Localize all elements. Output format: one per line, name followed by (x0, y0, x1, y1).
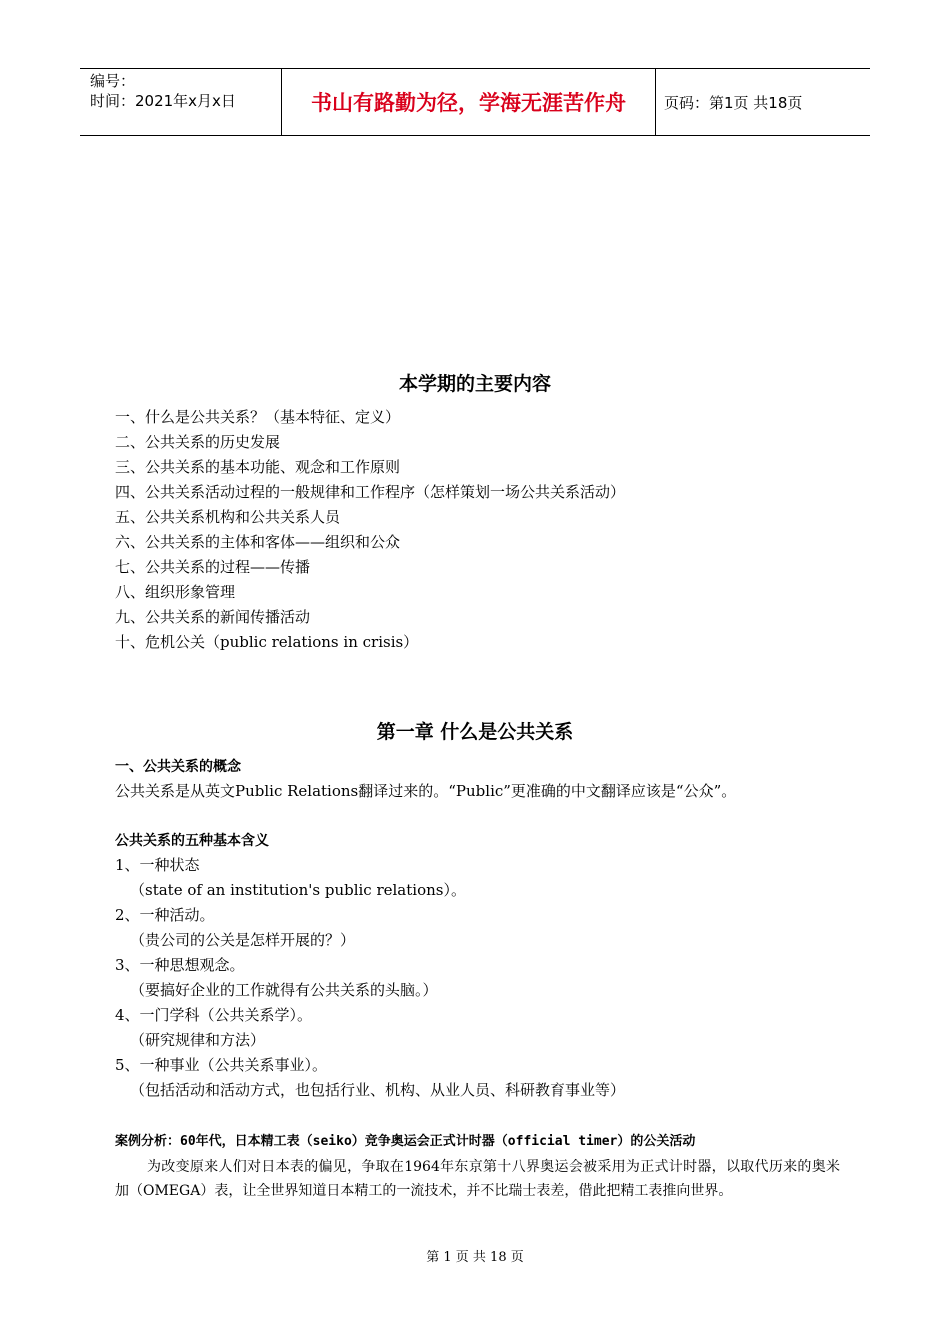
meaning-note: （研究规律和方法） (130, 1031, 266, 1049)
contents-item: 六、公共关系的主体和客体——组织和公众 (115, 533, 401, 551)
meaning-note: （state of an institution's public relations）。 (130, 881, 466, 899)
header-motto: 书山有路勤为径，学海无涯苦作舟 (282, 69, 656, 135)
contents-item: 九、公共关系的新闻传播活动 (115, 608, 311, 626)
meaning-label: 4、一门学科（公共关系学）。 (115, 1006, 313, 1024)
meaning-label: 5、一种事业（公共关系事业）。 (115, 1056, 328, 1074)
meaning-label: 2、一种活动。 (115, 906, 215, 924)
meaning-note: （要搞好企业的工作就得有公共关系的头脑。） (130, 981, 438, 999)
document-time: 时间：2021年x月x日 (90, 92, 236, 110)
header-meta (80, 69, 282, 135)
contents-item: 四、公共关系活动过程的一般规律和工作程序（怎样策划一场公共关系活动） (115, 483, 626, 501)
document-number-label: 编号： (90, 72, 136, 90)
meaning-label: 3、一种思想观念。 (115, 956, 245, 974)
case-title: 案例分析：60年代，日本精工表（seiko）竞争奥运会正式计时器（official timer）的公关活动 (115, 1134, 696, 1149)
header-page-info: 页码：第1页 共18页 (664, 93, 803, 112)
case-paragraph: 为改变原来人们对日本表的偏见，争取在1964年东京第十八界奥运会被采用为正式计时器，以取代历来的奥米加（OMEGA）表，让全世界知道日本精工的一流技术，并不比瑞士表差，借此把精工表推向世界。 (115, 1159, 840, 1199)
contents-item: 七、公共关系的过程——传播 (115, 558, 311, 576)
contents-item: 一、什么是公共关系？（基本特征、定义） (115, 408, 401, 426)
section-text: 公共关系是从英文Public Relations翻译过来的。“Public”更准确的中文翻译应该是“公众”。 (115, 782, 737, 800)
page-footer: 第 1 页 共 18 页 (426, 1250, 524, 1265)
section-heading: 一、公共关系的概念 (115, 759, 241, 775)
contents-item: 十、危机公关（public relations in crisis） (115, 633, 419, 651)
contents-item: 五、公共关系机构和公共关系人员 (115, 508, 341, 526)
meaning-label: 1、一种状态 (115, 856, 200, 874)
contents-title: 本学期的主要内容 (398, 373, 551, 395)
chapter-title: 第一章 什么是公共关系 (376, 721, 574, 743)
meanings-heading: 公共关系的五种基本含义 (115, 833, 269, 849)
meaning-note: （包括活动和活动方式，也包括行业、机构、从业人员、科研教育事业等） (130, 1081, 626, 1099)
contents-item: 二、公共关系的历史发展 (115, 433, 281, 451)
meaning-note: （贵公司的公关是怎样开展的？） (130, 931, 356, 949)
contents-item: 八、组织形象管理 (115, 583, 236, 601)
page-header (80, 68, 870, 136)
contents-item: 三、公共关系的基本功能、观念和工作原则 (115, 458, 401, 476)
